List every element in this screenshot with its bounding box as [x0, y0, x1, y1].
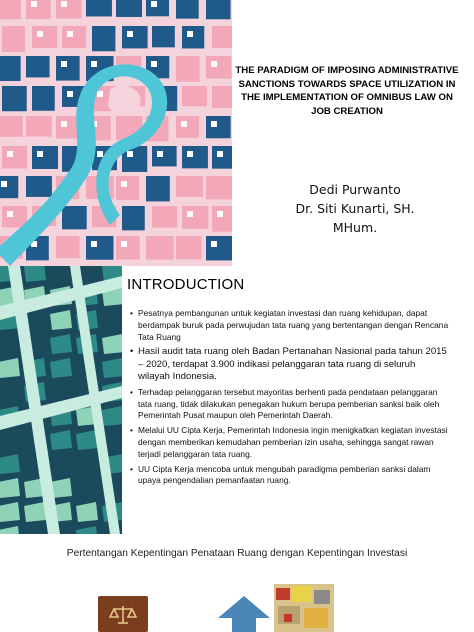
- author-block: [240, 180, 470, 237]
- author-name: Dr. Siti Kunarti, SH.: [295, 201, 415, 216]
- bullet-item: • Melalui UU Cipta Kerja, Pemerintah Indonesia ingin menigkatkan kegiatan investasi dengan memberikan kemudahan pemberian izin usaha, sehingga sangat rawan terjadi pelanggaran tata ruang.: [130, 425, 450, 460]
- bullet-item: • Pesatnya pembangunan untuk kegiatan investasi dan ruang kehidupan, dapat berdampak buruk pada perwujudan tata ruang yang bertentangan dengan Rencana Tata Ruang: [130, 308, 450, 343]
- title-slide: [0, 0, 474, 266]
- city-map-illustration: [0, 0, 232, 266]
- presentation-title: THE PARADIGM OF IMPOSING ADMINISTRATIVE SANCTIONS TOWARDS SPACE UTILIZATION IN THE IMPLEMENTATION OF OMNIBUS LAW ON JOB CREATION: [235, 65, 459, 117]
- author-name: Dedi Purwanto: [309, 182, 401, 197]
- bullet-item: • Terhadap pelanggaran tersebut mayoritas berhenti pada pendataan pelanggaran tata ruang, tidak dilakukan penegakan hukum berupa pemberian sanksi baik oleh Pemerintah Pusat maupun oleh Pemerintah Daerah.: [130, 387, 450, 422]
- teal-map-illustration: [0, 266, 122, 534]
- bullet-list: [130, 308, 450, 490]
- slide-title: Pertentangan Kepentingan Penataan Ruang dengan Kepentingan Investasi: [66, 548, 408, 559]
- section-heading: INTRODUCTION: [127, 276, 245, 293]
- bullet-item: • UU Cipta Kerja mencoba untuk mengubah paradigma pemberian sanksi dalam upaya pengendalian pemanfaatan ruang.: [130, 464, 450, 488]
- zoning-map-thumbnail: [274, 584, 334, 632]
- author-name: MHum.: [332, 220, 378, 235]
- conflict-slide: [0, 534, 474, 632]
- bullet-item: • Hasil audit tata ruang oleh Badan Pertanahan Nasional pada tahun 2015 – 2020, terdapat 3.900 indikasi pelanggaran tata ruang di seluruh wilayah Indonesia.: [130, 346, 450, 384]
- law-book-icon: [98, 596, 148, 632]
- up-arrow-icon: [216, 596, 272, 632]
- introduction-slide: [0, 266, 474, 534]
